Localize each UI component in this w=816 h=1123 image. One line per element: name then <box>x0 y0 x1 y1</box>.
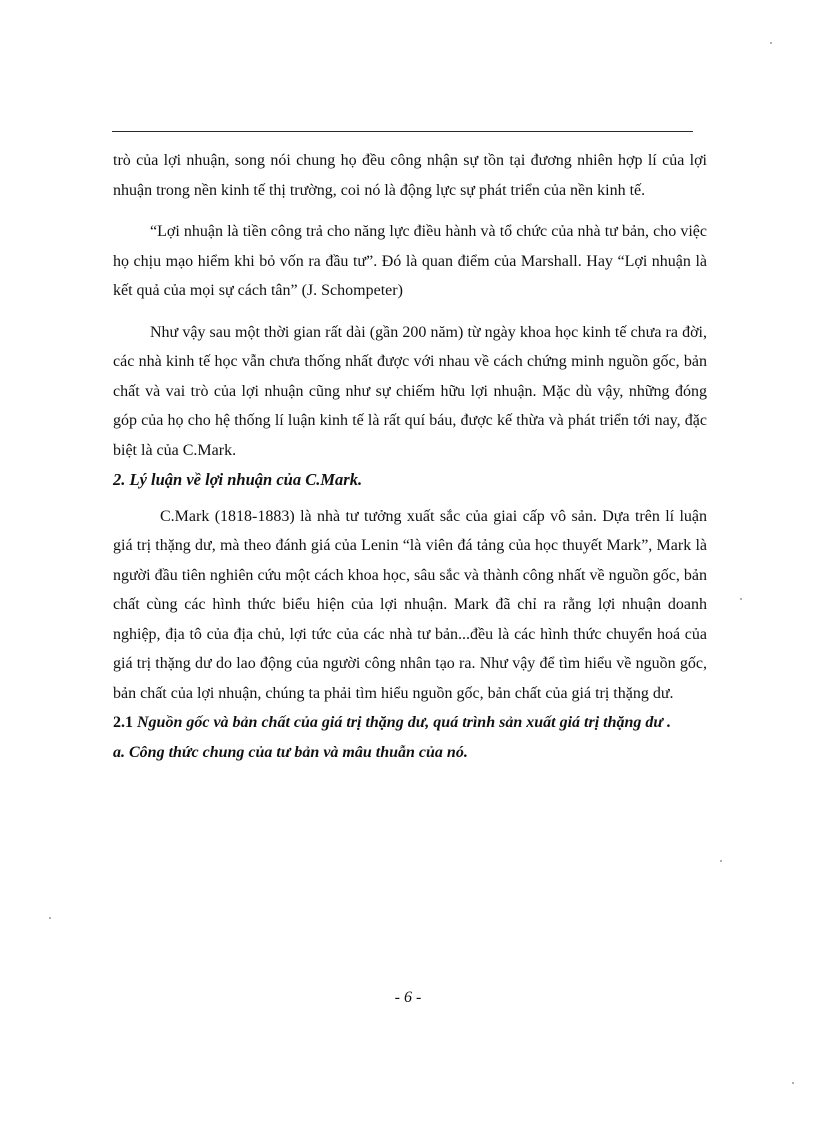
scan-speck <box>49 917 51 919</box>
page-number: - 6 - <box>394 989 422 1006</box>
paragraph-summary: Như vậy sau một thời gian rất dài (gần 200 năm) từ ngày khoa học kinh tế chưa ra đời, các nhà kinh tế học vẫn chưa thống nhất được với nhau về cách chứng minh nguồn gốc, bản chất và vai trò của lợi nhuận cũng như sự chiếm hữu lợi nhuận. Mặc dù vậy, những đóng góp của họ cho hệ thống lí luận kinh tế là rất quí báu, được kế thừa và phát triển tới nay, đặc biệt là của C.Mark. <box>113 323 707 459</box>
subsection-number: 2.1 <box>113 714 133 731</box>
page-body <box>113 146 707 767</box>
item-heading: a. Công thức chung của tư bản và mâu thuẫn của nó. <box>113 743 468 761</box>
section-number: 2. <box>113 470 126 489</box>
scan-speck <box>770 42 772 44</box>
scan-speck <box>792 1082 794 1084</box>
header-rule <box>112 131 693 132</box>
section-heading <box>113 465 707 495</box>
subsection-title: Nguồn gốc và bản chất của giá trị thặng dư, quá trình sản xuất giá trị thặng dư . <box>137 714 671 731</box>
scan-speck <box>740 598 742 600</box>
paragraph-mark-theory: C.Mark (1818-1883) là nhà tư tưởng xuất sắc của giai cấp vô sản. Dựa trên lí luận giá trị thặng dư, mà theo đánh giá của Lenin “là viên đá tảng của học thuyết Mark”, Mark là người đầu tiên nghiên cứu một cách khoa học, sâu sắc và thành công nhất về nguồn gốc, bản chất cùng các hình thức biểu hiện của lợi nhuận. Mark đã chỉ ra rằng lợi nhuận doanh nghiệp, địa tô của địa chủ, lợi tức của các nhà tư bản...đều là các hình thức chuyển hoá của giá trị thặng dư do lao động của người công nhân tạo ra. Như vậy để tìm hiểu về nguồn gốc, bản chất của lợi nhuận, chúng ta phải tìm hiểu nguồn gốc, bản chất của giá trị thặng dư. <box>113 507 707 702</box>
section-title: Lý luận về lợi nhuận của C.Mark. <box>129 470 363 489</box>
paragraph-marshall-quote: “Lợi nhuận là tiền công trả cho năng lực điều hành và tổ chức của nhà tư bản, cho việc họ chịu mạo hiểm khi bỏ vốn ra đầu tư”. Đó là quan điểm của Marshall. Hay “Lợi nhuận là kết quả của mọi sự cách tân” (J. Schompeter) <box>113 223 707 299</box>
scan-speck <box>720 860 722 862</box>
subsection-heading <box>113 708 707 738</box>
paragraph-continued: trò của lợi nhuận, song nói chung họ đều công nhận sự tồn tại đương nhiên hợp lí của lợi nhuận trong nền kinh tế thị trường, coi nó là động lực sự phát triển của nền kinh tế. <box>113 152 707 199</box>
